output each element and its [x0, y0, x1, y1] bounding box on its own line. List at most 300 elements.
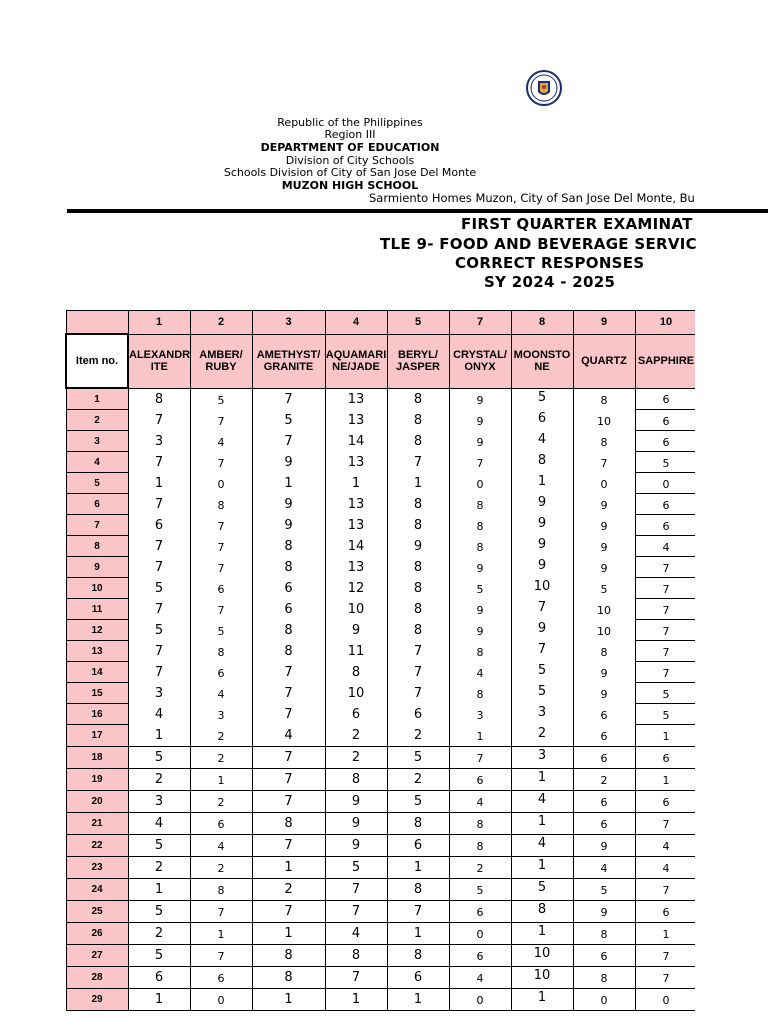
- value-cell: 8: [325, 768, 387, 790]
- value-cell: 8: [190, 494, 252, 515]
- value-cell: 7: [128, 557, 190, 578]
- value-cell: 7: [635, 641, 695, 662]
- value-cell: 7: [635, 878, 695, 900]
- section-name-4: BERYL/ JASPER: [387, 334, 449, 388]
- value-cell: 5: [573, 578, 635, 599]
- value-cell: 9: [573, 536, 635, 557]
- value-cell: 2: [190, 790, 252, 812]
- item-number-cell: 19: [66, 768, 128, 790]
- value-cell: 9: [573, 683, 635, 704]
- value-cell: 9: [325, 812, 387, 834]
- value-cell: 8: [387, 431, 449, 452]
- value-cell: 1: [252, 473, 325, 494]
- section-number-6: 8: [511, 311, 573, 335]
- section-name-3: AQUAMARI NE/JADE: [325, 334, 387, 388]
- value-cell: 2: [449, 856, 511, 878]
- value-cell: 5: [128, 746, 190, 768]
- title-exam: FIRST QUARTER EXAMINAT: [461, 215, 693, 233]
- section-name-row: [66, 334, 695, 388]
- value-cell: 6: [252, 599, 325, 620]
- value-cell: 8: [252, 557, 325, 578]
- value-cell: 5: [190, 388, 252, 410]
- item-no-header: Item no.: [66, 334, 128, 388]
- value-cell: 7: [128, 452, 190, 473]
- table-row: [66, 856, 695, 878]
- table-row: [66, 746, 695, 768]
- value-cell: 8: [573, 431, 635, 452]
- value-cell: 0: [573, 473, 635, 494]
- item-number-cell: 12: [66, 620, 128, 641]
- title-school-year: SY 2024 - 2025: [484, 273, 616, 291]
- value-cell: 9: [449, 388, 511, 410]
- value-cell: 7: [252, 834, 325, 856]
- value-cell: 5: [325, 856, 387, 878]
- value-cell: 4: [449, 790, 511, 812]
- value-cell: 9: [325, 790, 387, 812]
- value-cell: 6: [635, 410, 695, 431]
- value-cell: 7: [128, 599, 190, 620]
- item-number-cell: 29: [66, 988, 128, 1010]
- value-cell: 8: [128, 388, 190, 410]
- value-cell: 6: [573, 725, 635, 747]
- item-number-cell: 21: [66, 812, 128, 834]
- value-cell: 5: [511, 878, 573, 900]
- value-cell: 1: [325, 988, 387, 1010]
- value-cell: 7: [635, 812, 695, 834]
- value-cell: 5: [511, 662, 573, 683]
- value-cell: 5: [449, 878, 511, 900]
- value-cell: 9: [511, 515, 573, 536]
- item-number-cell: 9: [66, 557, 128, 578]
- value-cell: 6: [573, 746, 635, 768]
- value-cell: 1: [252, 922, 325, 944]
- value-cell: 5: [635, 452, 695, 473]
- value-cell: 4: [635, 536, 695, 557]
- value-cell: 10: [325, 599, 387, 620]
- table-row: [66, 431, 695, 452]
- value-cell: 7: [635, 662, 695, 683]
- value-cell: 2: [128, 856, 190, 878]
- value-cell: 8: [449, 536, 511, 557]
- value-cell: 0: [190, 988, 252, 1010]
- value-cell: 8: [573, 388, 635, 410]
- value-cell: 5: [573, 878, 635, 900]
- value-cell: 2: [252, 878, 325, 900]
- value-cell: 1: [635, 725, 695, 747]
- value-cell: 7: [449, 452, 511, 473]
- value-cell: 2: [387, 768, 449, 790]
- value-cell: 4: [190, 834, 252, 856]
- value-cell: 10: [511, 966, 573, 988]
- value-cell: 7: [190, 599, 252, 620]
- value-cell: 3: [449, 704, 511, 725]
- value-cell: 12: [325, 578, 387, 599]
- value-cell: 9: [325, 834, 387, 856]
- header-schools-division: Schools Division of City of San Jose Del Monte: [223, 166, 477, 179]
- value-cell: 2: [190, 746, 252, 768]
- value-cell: 4: [449, 662, 511, 683]
- section-name-6: MOONSTO NE: [511, 334, 573, 388]
- value-cell: 8: [387, 878, 449, 900]
- value-cell: 9: [449, 410, 511, 431]
- value-cell: 9: [511, 494, 573, 515]
- value-cell: 7: [325, 900, 387, 922]
- value-cell: 10: [511, 578, 573, 599]
- value-cell: 5: [128, 620, 190, 641]
- section-name-7: QUARTZ: [573, 334, 635, 388]
- value-cell: 8: [387, 599, 449, 620]
- value-cell: 7: [252, 768, 325, 790]
- section-number-8: 10: [635, 311, 695, 335]
- value-cell: 7: [128, 641, 190, 662]
- corner-cell: [66, 311, 128, 335]
- value-cell: 0: [190, 473, 252, 494]
- value-cell: 7: [511, 599, 573, 620]
- item-number-cell: 14: [66, 662, 128, 683]
- value-cell: 7: [252, 900, 325, 922]
- value-cell: 8: [449, 834, 511, 856]
- section-number-2: 3: [252, 311, 325, 335]
- value-cell: 7: [387, 641, 449, 662]
- value-cell: 6: [511, 410, 573, 431]
- item-number-cell: 15: [66, 683, 128, 704]
- value-cell: 2: [190, 725, 252, 747]
- value-cell: 10: [573, 599, 635, 620]
- value-cell: 3: [128, 431, 190, 452]
- value-cell: 1: [449, 725, 511, 747]
- table-row: [66, 834, 695, 856]
- section-name-5: CRYSTAL/ ONYX: [449, 334, 511, 388]
- value-cell: 4: [252, 725, 325, 747]
- value-cell: 5: [128, 900, 190, 922]
- value-cell: 2: [573, 768, 635, 790]
- value-cell: 6: [573, 790, 635, 812]
- section-name-8: SAPPHIRE: [635, 334, 695, 388]
- value-cell: 1: [635, 768, 695, 790]
- value-cell: 2: [325, 725, 387, 747]
- value-cell: 1: [511, 856, 573, 878]
- value-cell: 6: [635, 515, 695, 536]
- value-cell: 5: [635, 704, 695, 725]
- value-cell: 7: [190, 900, 252, 922]
- value-cell: 9: [511, 536, 573, 557]
- value-cell: 4: [573, 856, 635, 878]
- value-cell: 1: [128, 878, 190, 900]
- value-cell: 8: [252, 641, 325, 662]
- value-cell: 4: [511, 790, 573, 812]
- value-cell: 14: [325, 431, 387, 452]
- section-number-7: 9: [573, 311, 635, 335]
- title-correct-responses: CORRECT RESPONSES: [455, 254, 645, 272]
- value-cell: 7: [325, 966, 387, 988]
- value-cell: 5: [387, 790, 449, 812]
- value-cell: 1: [387, 856, 449, 878]
- value-cell: 9: [573, 900, 635, 922]
- header-division: Division of City Schools: [285, 154, 415, 167]
- item-number-cell: 27: [66, 944, 128, 966]
- value-cell: 6: [387, 834, 449, 856]
- section-number-4: 5: [387, 311, 449, 335]
- value-cell: 13: [325, 515, 387, 536]
- section-number-1: 2: [190, 311, 252, 335]
- value-cell: 6: [635, 900, 695, 922]
- section-number-3: 4: [325, 311, 387, 335]
- value-cell: 8: [252, 620, 325, 641]
- value-cell: 1: [511, 922, 573, 944]
- value-cell: 8: [190, 878, 252, 900]
- section-number-row: [66, 311, 695, 335]
- value-cell: 8: [573, 966, 635, 988]
- value-cell: 1: [252, 856, 325, 878]
- value-cell: 6: [449, 944, 511, 966]
- value-cell: 6: [387, 966, 449, 988]
- value-cell: 1: [128, 725, 190, 747]
- value-cell: 8: [387, 944, 449, 966]
- table-row: [66, 515, 695, 536]
- header-address: Sarmiento Homes Muzon, City of San Jose Del Monte, Bu: [369, 191, 695, 205]
- header-school-name: MUZON HIGH SCHOOL: [281, 179, 419, 192]
- value-cell: 3: [128, 790, 190, 812]
- value-cell: 6: [449, 768, 511, 790]
- value-cell: 7: [190, 944, 252, 966]
- value-cell: 7: [252, 683, 325, 704]
- item-number-cell: 13: [66, 641, 128, 662]
- value-cell: 6: [635, 494, 695, 515]
- value-cell: 9: [573, 557, 635, 578]
- value-cell: 7: [511, 641, 573, 662]
- value-cell: 8: [387, 620, 449, 641]
- value-cell: 5: [190, 620, 252, 641]
- value-cell: 1: [511, 473, 573, 494]
- header-republic: Republic of the Philippines: [277, 116, 423, 129]
- value-cell: 5: [252, 410, 325, 431]
- value-cell: 9: [573, 494, 635, 515]
- value-cell: 10: [573, 410, 635, 431]
- value-cell: 7: [252, 431, 325, 452]
- value-cell: 7: [573, 452, 635, 473]
- value-cell: 9: [252, 515, 325, 536]
- value-cell: 1: [190, 922, 252, 944]
- value-cell: 13: [325, 388, 387, 410]
- value-cell: 1: [511, 768, 573, 790]
- value-cell: 7: [635, 578, 695, 599]
- value-cell: 8: [190, 641, 252, 662]
- value-cell: 7: [128, 410, 190, 431]
- value-cell: 7: [252, 746, 325, 768]
- value-cell: 7: [635, 620, 695, 641]
- value-cell: 1: [190, 768, 252, 790]
- value-cell: 7: [635, 944, 695, 966]
- value-cell: 7: [387, 683, 449, 704]
- value-cell: 6: [128, 966, 190, 988]
- table-row: [66, 704, 695, 725]
- value-cell: 9: [252, 494, 325, 515]
- value-cell: 14: [325, 536, 387, 557]
- item-number-cell: 17: [66, 725, 128, 747]
- value-cell: 1: [128, 988, 190, 1010]
- value-cell: 5: [387, 746, 449, 768]
- value-cell: 2: [325, 746, 387, 768]
- item-number-cell: 16: [66, 704, 128, 725]
- value-cell: 7: [190, 557, 252, 578]
- value-cell: 8: [449, 515, 511, 536]
- value-cell: 7: [387, 452, 449, 473]
- title-subject: TLE 9- FOOD AND BEVERAGE SERVIC: [380, 235, 697, 253]
- value-cell: 8: [387, 388, 449, 410]
- value-cell: 6: [325, 704, 387, 725]
- value-cell: 8: [449, 494, 511, 515]
- value-cell: 8: [511, 452, 573, 473]
- value-cell: 8: [449, 641, 511, 662]
- value-cell: 7: [635, 966, 695, 988]
- table-row: [66, 388, 695, 410]
- value-cell: 7: [325, 878, 387, 900]
- section-number-5: 7: [449, 311, 511, 335]
- value-cell: 8: [252, 812, 325, 834]
- value-cell: 4: [190, 431, 252, 452]
- value-cell: 7: [635, 557, 695, 578]
- value-cell: 10: [573, 620, 635, 641]
- value-cell: 2: [128, 922, 190, 944]
- value-cell: 6: [190, 578, 252, 599]
- value-cell: 13: [325, 452, 387, 473]
- value-cell: 7: [387, 900, 449, 922]
- table-row: [66, 641, 695, 662]
- value-cell: 5: [511, 683, 573, 704]
- value-cell: 1: [387, 922, 449, 944]
- table-row: [66, 452, 695, 473]
- item-number-cell: 1: [66, 388, 128, 410]
- item-number-cell: 28: [66, 966, 128, 988]
- value-cell: 2: [387, 725, 449, 747]
- value-cell: 4: [635, 856, 695, 878]
- value-cell: 1: [511, 812, 573, 834]
- value-cell: 7: [387, 662, 449, 683]
- value-cell: 7: [252, 704, 325, 725]
- value-cell: 8: [387, 494, 449, 515]
- value-cell: 7: [252, 662, 325, 683]
- table-row: [66, 988, 695, 1010]
- value-cell: 8: [387, 515, 449, 536]
- section-number-0: 1: [128, 311, 190, 335]
- value-cell: 1: [325, 473, 387, 494]
- item-number-cell: 6: [66, 494, 128, 515]
- value-cell: 8: [573, 641, 635, 662]
- value-cell: 7: [252, 790, 325, 812]
- item-number-cell: 4: [66, 452, 128, 473]
- table-row: [66, 725, 695, 747]
- value-cell: 9: [325, 620, 387, 641]
- value-cell: 9: [252, 452, 325, 473]
- value-cell: 8: [387, 557, 449, 578]
- value-cell: 9: [511, 557, 573, 578]
- table-row: [66, 536, 695, 557]
- value-cell: 5: [128, 944, 190, 966]
- value-cell: 7: [190, 536, 252, 557]
- value-cell: 8: [325, 944, 387, 966]
- value-cell: 0: [449, 922, 511, 944]
- value-cell: 4: [190, 683, 252, 704]
- table-row: [66, 922, 695, 944]
- value-cell: 9: [387, 536, 449, 557]
- value-cell: 8: [387, 812, 449, 834]
- item-number-cell: 11: [66, 599, 128, 620]
- value-cell: 6: [635, 431, 695, 452]
- table-row: [66, 878, 695, 900]
- value-cell: 8: [449, 812, 511, 834]
- value-cell: 8: [573, 922, 635, 944]
- item-number-cell: 7: [66, 515, 128, 536]
- value-cell: 4: [325, 922, 387, 944]
- value-cell: 5: [449, 578, 511, 599]
- value-cell: 1: [511, 988, 573, 1010]
- value-cell: 3: [128, 683, 190, 704]
- value-cell: 5: [511, 388, 573, 410]
- table-row: [66, 768, 695, 790]
- item-number-cell: 25: [66, 900, 128, 922]
- value-cell: 9: [449, 620, 511, 641]
- table-row: [66, 966, 695, 988]
- value-cell: 7: [128, 494, 190, 515]
- value-cell: 4: [449, 966, 511, 988]
- value-cell: 6: [635, 746, 695, 768]
- value-cell: 8: [449, 683, 511, 704]
- value-cell: 4: [511, 431, 573, 452]
- value-cell: 7: [128, 536, 190, 557]
- value-cell: 7: [449, 746, 511, 768]
- table-row: [66, 662, 695, 683]
- table-row: [66, 494, 695, 515]
- value-cell: 2: [190, 856, 252, 878]
- value-cell: 5: [128, 578, 190, 599]
- item-number-cell: 5: [66, 473, 128, 494]
- value-cell: 3: [511, 704, 573, 725]
- value-cell: 0: [573, 988, 635, 1010]
- table-row: [66, 812, 695, 834]
- value-cell: 2: [511, 725, 573, 747]
- value-cell: 7: [190, 410, 252, 431]
- value-cell: 0: [449, 988, 511, 1010]
- value-cell: 7: [635, 599, 695, 620]
- value-cell: 6: [573, 704, 635, 725]
- item-number-cell: 8: [66, 536, 128, 557]
- value-cell: 6: [190, 662, 252, 683]
- item-number-cell: 26: [66, 922, 128, 944]
- value-cell: 8: [252, 966, 325, 988]
- section-name-1: AMBER/ RUBY: [190, 334, 252, 388]
- value-cell: 8: [387, 410, 449, 431]
- value-cell: 8: [325, 662, 387, 683]
- table-row: [66, 620, 695, 641]
- table-row: [66, 790, 695, 812]
- value-cell: 9: [573, 515, 635, 536]
- value-cell: 10: [511, 944, 573, 966]
- table-row: [66, 473, 695, 494]
- value-cell: 4: [128, 812, 190, 834]
- value-cell: 4: [511, 834, 573, 856]
- value-cell: 9: [573, 662, 635, 683]
- value-cell: 6: [449, 900, 511, 922]
- value-cell: 6: [573, 812, 635, 834]
- value-cell: 6: [190, 812, 252, 834]
- value-cell: 0: [635, 988, 695, 1010]
- value-cell: 11: [325, 641, 387, 662]
- item-number-cell: 10: [66, 578, 128, 599]
- table-row: [66, 578, 695, 599]
- value-cell: 8: [511, 900, 573, 922]
- table-row: [66, 410, 695, 431]
- value-cell: 6: [387, 704, 449, 725]
